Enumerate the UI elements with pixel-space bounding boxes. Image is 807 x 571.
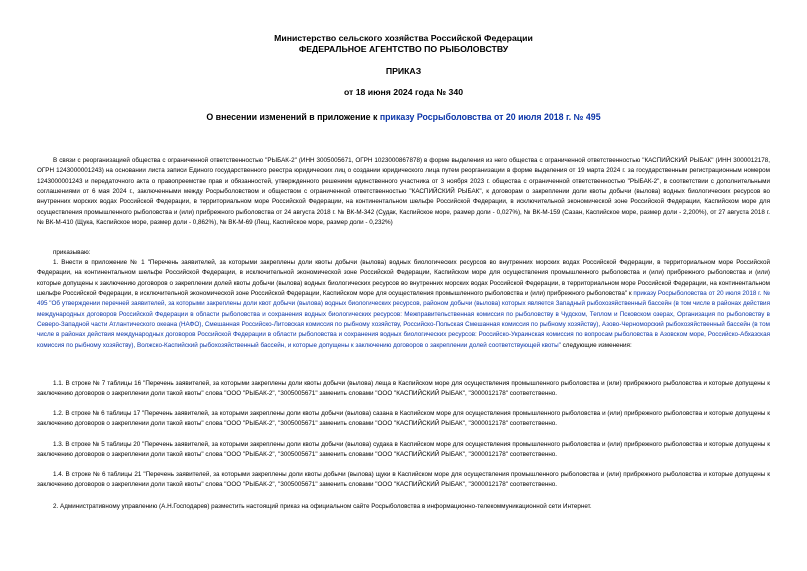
order-word: приказываю: [53,249,91,256]
document-title [0,112,807,122]
title-prefix: О внесении изменений в приложение к [206,112,380,122]
subitem-1-2: 1.2. В строке № 6 таблицы 17 "Перечень заявителей, за которыми закреплены доли квоты добычи (вылова) сазана в Каспийском море для осуществления промышленного рыболовства и (или) прибрежного рыболовства и которые допущены к заключению договоров о закреплении доли такой квоты" слова "ООО "РЫБАК-2", "3005005671" заменить словами "ООО "КАСПИЙСКИЙ РЫБАК", "3000012178" соответственно. [37,410,770,428]
item-1-suffix: следующие изменения: [560,341,632,349]
document-date-number: от 18 июня 2024 года № 340 [343,87,464,97]
preamble-paragraph: В связи с реорганизацией общества с ограниченной ответственностью "РЫБАК-2" (ИНН 3005005671, ОГРН 1023000867878) в форме выделения из него общества с ограниченной ответственностью "КАСПИЙСКИЙ РЫБАК" (ИНН 3000012178, ОГРН 1243000001243) на основании листа записи Единого государственного реестра юридических лиц о создании юридического лица путем реорганизации в форме выделения от 19 марта 2024 г. за государственным регистрационным номером 1243000001243 и передаточного акта о правопреемстве прав и обязанностей, утвержденного решением единственного участника от 3 ноября 2023 г. общества с ограниченной ответственностью "РЫБАК-2", в соответствии с дополнительными соглашениями от 6 мая 2024 г., заключенными между Росрыболовством и обществом с ограниченной ответственностью "КАСПИЙСКИЙ РЫБАК", к договорам о закреплении доли квоты добычи (вылова) водных биологических ресурсов во внутренних морских водах Российской Федерации, в территориальном море Российской Федерации, на континентальном шельфе Российской Федерации, в исключительной экономической зоне Российской Федерации, Каспийском море для осуществления промышленного рыболовства и (или) прибрежного рыболовства от 24 августа 2018 г. № ВК-М-342 (Судак, Каспийское море, размер доли - 0,027%), № ВК-М-159 (Сазан, Каспийское море, размер доли - 2,200%), от 27 августа 2018 г. № ВК-М-410 (Щука, Каспийское море, размер доли - 0,862%), № ВК-М-69 (Лещ, Каспийское море, размер доли - 0,232%) [37,157,770,227]
title-order-link[interactable]: приказу Росрыболовства от 20 июля 2018 г. № 495 [379,112,601,122]
agency-heading: ФЕДЕРАЛЬНОЕ АГЕНТСТВО ПО РЫБОЛОВСТВУ [298,44,509,54]
subitem-1-3: 1.3. В строке № 5 таблицы 20 "Перечень заявителей, за которыми закреплены доли квоты добычи (вылова) судака в Каспийском море для осуществления промышленного рыболовства и (или) прибрежного рыболовства и которые допущены к заключению договоров о закреплении доли такой квоты" слова "ООО "РЫБАК-2", "3005005671" заменить словами "ООО "КАСПИЙСКИЙ РЫБАК", "3000012178" соответственно. [37,441,770,459]
subitem-1-1: 1.1. В строке № 7 таблицы 16 "Перечень заявителей, за которыми закреплены доли квоты добычи (вылова) леща в Каспийском море для осуществления промышленного рыболовства и (или) прибрежного рыболовства и которые допущены к заключению договоров о закреплении доли такой квоты" слова "ООО "РЫБАК-2", "3005005671" заменить словами "ООО "КАСПИЙСКИЙ РЫБАК", "3000012178" соответственно. [37,380,770,398]
item-2-paragraph: 2. Административному управлению (А.Н.Господарев) разместить настоящий приказ на официальном сайте Росрыболовства в информационно-телекоммуникационной сети Интернет. [53,503,592,510]
item-1-paragraph [37,258,770,351]
ministry-heading: Министерство сельского хозяйства Российской Федерации [274,33,533,43]
item-1-order-link[interactable]: приказу Росрыболовства от 20 июля 2018 г. № 495 "Об утверждении перечней заявителей, за которыми закреплены доли квот добычи (вылова) водных биологических ресурсов, районом добычи (вылова) которых является Западный рыбохозяйственный бассейн (в том числе в районах действия международных договоров Российской Федерации в области рыболовства и сохранения водных биологических ресурсов: Межправительственная комиссия по рыболовству в Чудском, Теплом и Псковском озерах, Организация по рыболовству в Северо-Западной части Атлантического океана (НАФО), Смешанная Российско-Литовская комиссия по рыбному хозяйству, Российско-Польская Смешанная комиссия по рыбному хозяйству), Азово-Черноморский рыбохозяйственный бассейн (в том числе в районах действия международных договоров Российской Федерации в области рыболовства и сохранения водных биологических ресурсов: Российско-Украинская комиссия по вопросам рыболовства в Азовском море, Российско-Абхазская комиссия по рыбному хозяйству), Волжско-Каспийский рыбохозяйственный бассейн, и которые допущены к заключению договоров о закреплении долей соответствующей квоты" [37,290,770,349]
item-1-text: 1. Внести в приложение № 1 "Перечень заявителей, за которыми закреплены доли квоты добычи (вылова) водных биологических ресурсов во внутренних морских водах Российской Федерации, в территориальном море Российской Федерации, на континентальном шельфе Российской Федерации, в исключительной экономической зоне Российской Федерации, Каспийском море для осуществления промышленного рыболовства и (или) прибрежного рыболовства и (или) которые допущены к заключению договоров о закреплении долей квоты добычи (вылова) водных биологических ресурсов во внутренних морских водах Российской Федерации, в территориальном море Российской Федерации, на континентальном шельфе Российской Федерации, в исключительной экономической зоне Российской Федерации, Каспийском море для осуществления промышленного рыболовства и (или) прибрежного рыболовства" к [37,259,770,298]
document-type: ПРИКАЗ [385,66,422,76]
subitem-1-4: 1.4. В строке № 6 таблицы 21 "Перечень заявителей, за которыми закреплены доли квоты добычи (вылова) щуки в Каспийском море для осуществления промышленного рыболовства и (или) прибрежного рыболовства и которые допущены к заключению договоров о закреплении доли такой квоты" слова "ООО "РЫБАК-2", "3005005671" заменить словами "ООО "КАСПИЙСКИЙ РЫБАК", "3000012178" соответственно. [37,471,770,489]
